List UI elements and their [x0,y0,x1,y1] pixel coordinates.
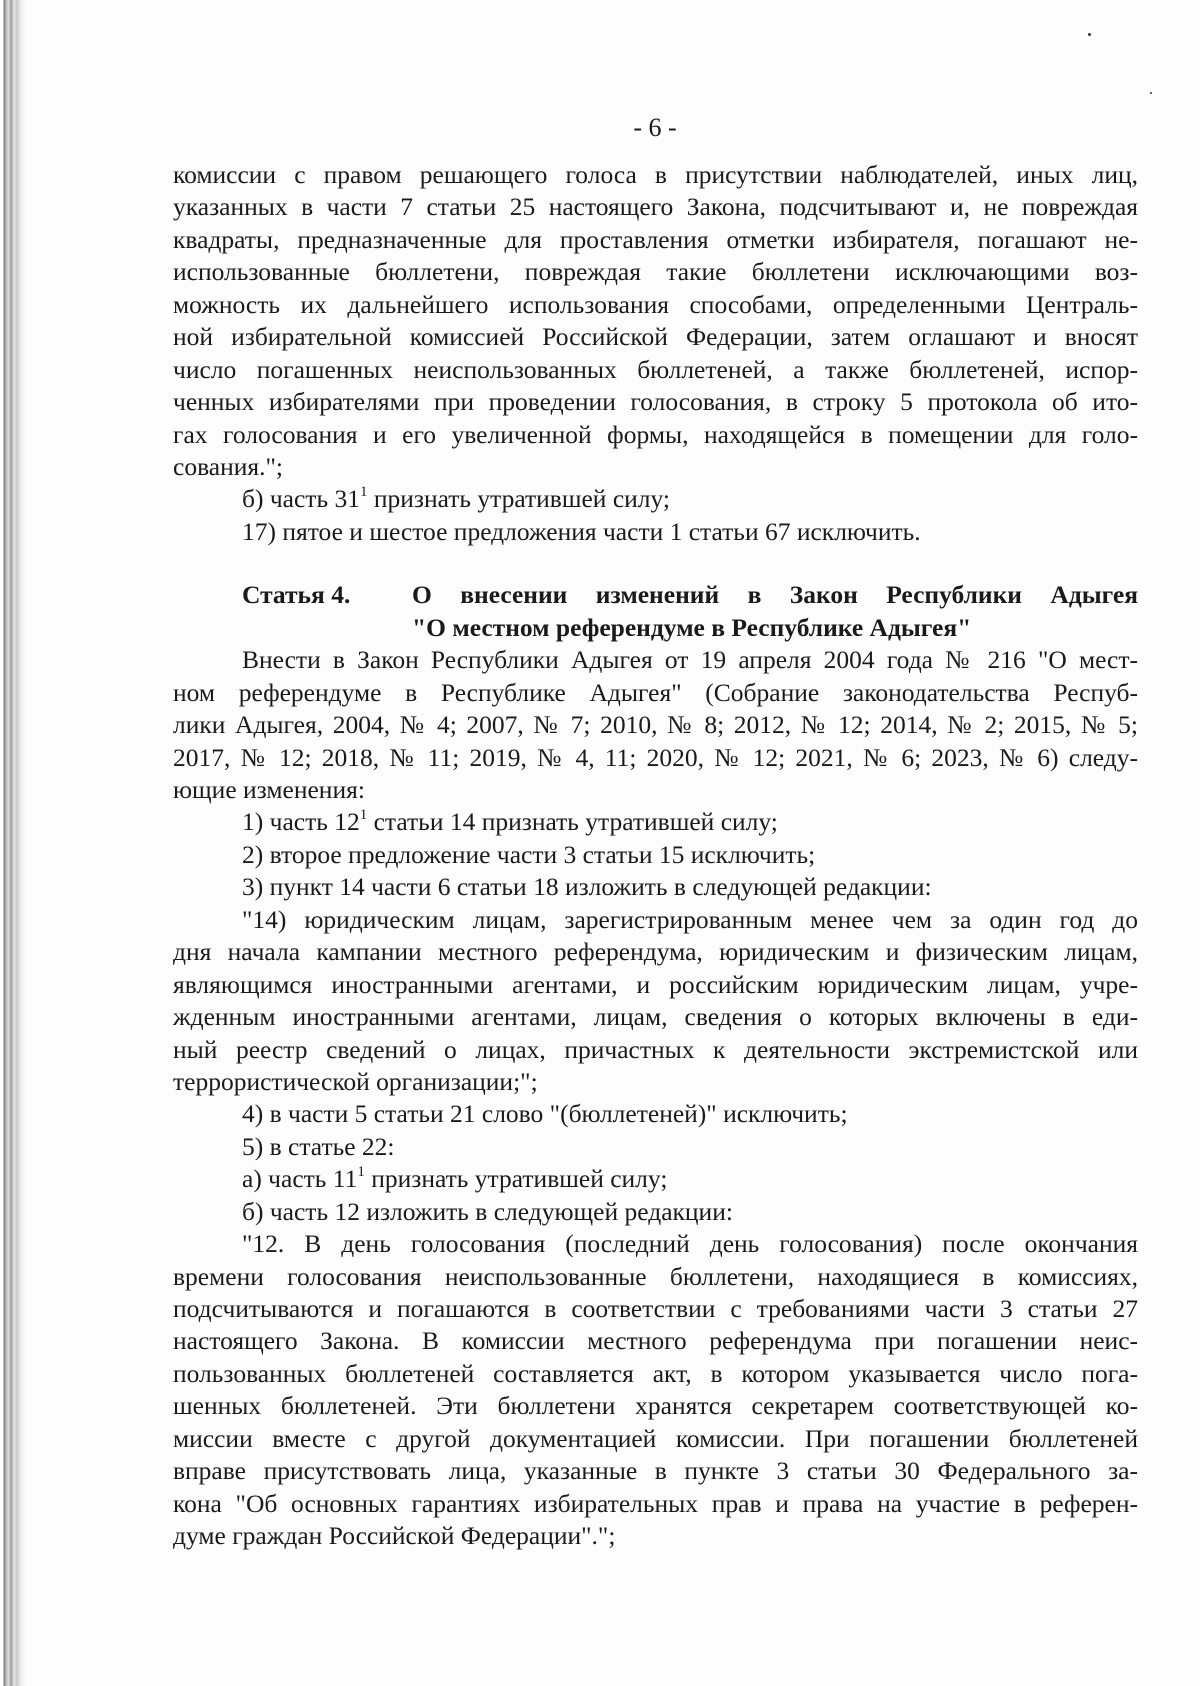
text-line: дня начала кампании местного референдума, юридическим и физическим лицам, [173,937,1138,967]
text-fragment: признать утратившей силу; [367,484,671,514]
paragraph [173,644,1138,806]
article-number: Статья 4. [242,580,351,610]
text-fragment: 1) часть 12 [242,807,360,837]
text-line: времени голосования неиспользованные бюллетени, находящиеся в комиссиях, [173,1261,1138,1291]
text-line [173,806,1138,838]
text-line: число погашенных неиспользованных бюллетеней, а также бюллетеней, испор- [173,354,1138,384]
superscript: 1 [359,806,368,823]
text-line: гах голосования и его увеличенной формы, находящейся в помещении для голо- [173,419,1138,449]
text-line: кона "Об основных гарантиях избирательных прав и права на участие в референ- [173,1488,1138,1518]
text-line: ный реестр сведений о лицах, причастных к деятельности экстремистской или [173,1034,1138,1064]
text-line: подсчитываются и погашаются в соответствии с требованиями части 3 статьи 27 [173,1294,1138,1323]
paragraph [173,1163,1138,1195]
text-line: б) часть 12 изложить в следующей редакции: [242,1196,733,1226]
text-line [173,1163,1138,1195]
text-line: можность их дальнейшего использования способами, определенными Централь- [173,289,1138,319]
text-fragment: признать утратившей силу; [364,1164,668,1194]
article-title [412,579,1138,644]
paragraph [173,1228,1138,1552]
text-line: комиссии с правом решающего голоса в присутствии наблюдателей, иных лиц, [173,160,1138,189]
text-line: Внести в Закон Республики Адыгея от 19 апреля 2004 года № 216 "О мест- [242,645,1138,675]
text-line: квадраты, предназначенные для проставления отметки избирателя, погашают не- [173,224,1138,254]
text-line: шенных бюллетеней. Эти бюллетени хранятся секретарем соответствующей ко- [173,1391,1138,1421]
text-line: ном референдуме в Республике Адыгея" (Собрание законодательства Респуб- [173,677,1138,707]
superscript: 1 [359,483,368,500]
text-line: лики Адыгея, 2004, № 4; 2007, № 7; 2010, № 8; 2012, № 12; 2014, № 2; 2015, № 5; [173,710,1138,740]
text-line: "14) юридическим лицам, зарегистрированным менее чем за один год до [242,904,1138,934]
paragraph [173,483,1138,515]
text-line: сования."; [173,451,283,481]
text-fragment: статьи 14 признать утратившей силу; [367,807,778,837]
scan-speck [1150,92,1152,94]
text-line: ющие изменения: [173,775,365,804]
scan-speck [1088,33,1091,36]
text-fragment: а) часть 11 [242,1164,358,1194]
text-line: жденным иностранными агентами, лицам, сведения о которых включены в еди- [173,1002,1138,1032]
text-line: пользованных бюллетеней составляется акт, в котором указывается число пога- [173,1358,1138,1388]
text-line: являющимся иностранными агентами, и российским юридическим лицам, учре- [173,969,1138,999]
text-line: 17) пятое и шестое предложения части 1 статьи 67 исключить. [242,516,921,546]
section-before-heading [173,159,1138,548]
article-title-line: О внесении изменений в Закон Республики Адыгея [412,580,1138,610]
text-line: вправе присутствовать лица, указанные в пункте 3 статьи 30 Федерального за- [173,1456,1138,1486]
paragraph [173,904,1138,1099]
paragraph [173,871,1138,903]
paragraph [173,1196,1138,1228]
article-title-line: "О местном референдуме в Республике Адыгея" [412,612,972,642]
text-line: 4) в части 5 статьи 21 слово "(бюллетеней)" исключить; [242,1099,848,1129]
text-line: ной избирательной комиссией Российской Федерации, затем оглашают и вносят [173,322,1138,352]
text-fragment: б) часть 31 [242,484,360,514]
text-line: миссии вместе с другой документацией комиссии. При погашении бюллетеней [173,1423,1138,1453]
scan-edge-shadow [0,0,26,1686]
text-line: использованные бюллетени, повреждая такие бюллетени исключающими воз- [173,257,1138,287]
document-body [173,159,1138,1553]
text-line: настоящего Закона. В комиссии местного референдума при погашении неис- [173,1326,1138,1356]
paragraph [173,516,1138,548]
text-line: ченных избирателями при проведении голосования, в строку 5 протокола об ито- [173,387,1138,417]
page-number: - 6 - [633,113,677,142]
text-line [173,483,1138,515]
text-line: 2017, № 12; 2018, № 11; 2019, № 4, 11; 2020, № 12; 2021, № 6; 2023, № 6) следу- [173,742,1138,772]
paragraph [173,1131,1138,1163]
paragraph [173,1098,1138,1130]
text-line: террористической организации;"; [173,1066,538,1096]
paragraph [173,839,1138,871]
section-after-heading [173,644,1138,1552]
text-line: 3) пункт 14 части 6 статьи 18 изложить в следующей редакции: [242,872,932,902]
text-line: думе граждан Российской Федерации"."; [173,1521,616,1551]
paragraph [173,806,1138,838]
text-line: "12. В день голосования (последний день голосования) после окончания [242,1229,1138,1259]
text-line: указанных в части 7 статьи 25 настоящего Закона, подсчитывают и, не повреждая [173,192,1138,222]
superscript: 1 [357,1163,365,1180]
paragraph [173,159,1138,483]
article-heading [173,579,1138,644]
text-line: 2) второе предложение части 3 статьи 15 исключить; [242,839,816,869]
text-line: 5) в статье 22: [242,1131,395,1161]
